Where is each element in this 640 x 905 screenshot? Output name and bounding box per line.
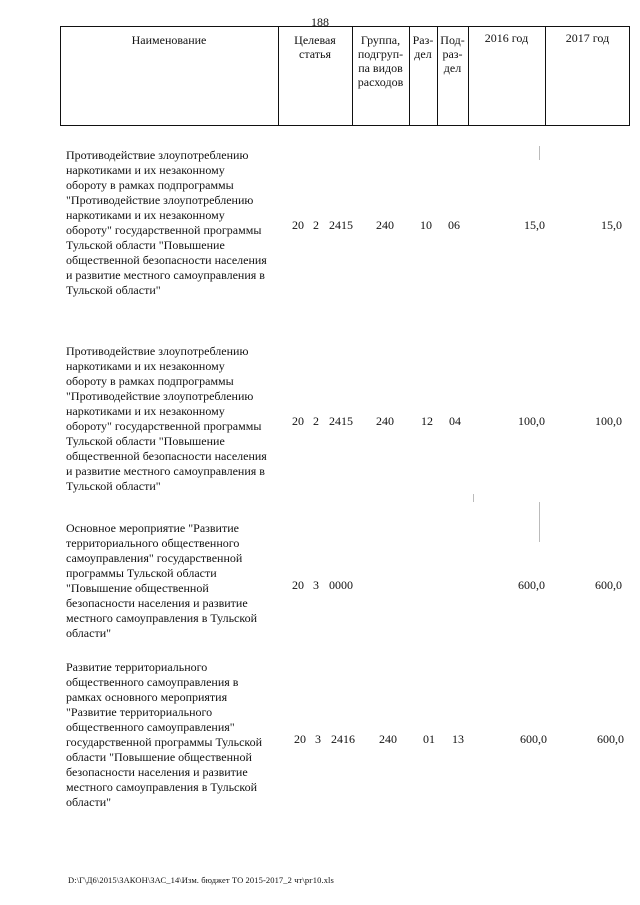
- header-section: Раз- дел: [412, 33, 434, 61]
- scan-speck: [539, 146, 540, 160]
- row-3-cs2: 3: [313, 578, 319, 592]
- row-1-value-2016: 15,0: [524, 218, 545, 232]
- row-4-subsection: 13: [452, 732, 464, 746]
- row-1-section: 10: [420, 218, 432, 232]
- row-1-subsection: 06: [448, 218, 460, 232]
- footer-file-path: D:\Г\Д6\2015\ЗАКОН\ЗАС_14\Изм. бюджет ТО 2015-2017_2 чт\рг10.xls: [68, 875, 334, 885]
- header-year-2017: 2017 год: [565, 31, 610, 45]
- page-number: 188: [311, 15, 329, 29]
- row-2-cs2: 2: [313, 414, 319, 428]
- row-1-group: 240: [376, 218, 394, 232]
- row-3-cs3: 0000: [329, 578, 353, 592]
- row-2-section: 12: [421, 414, 433, 428]
- row-3-name: Основное мероприятие "Развитие территориального общественного самоуправления" государственной программы Тульской области "Повышение общественной безопасности населения и развитие местного самоуправления в Тульской области": [66, 521, 258, 640]
- row-3-value-2017: 600,0: [595, 578, 622, 592]
- scan-speck: [539, 502, 540, 542]
- scan-speck: [473, 494, 474, 502]
- row-1-cs3: 2415: [329, 218, 353, 232]
- row-2-value-2017: 100,0: [595, 414, 622, 428]
- row-1-value-2017: 15,0: [601, 218, 622, 232]
- row-4-value-2017: 600,0: [597, 732, 624, 746]
- row-2-subsection: 04: [449, 414, 461, 428]
- header-expense-group: Группа, подгруп- па видов расходов: [357, 33, 404, 89]
- row-3-cs1: 20: [292, 578, 304, 592]
- row-2-cs1: 20: [292, 414, 304, 428]
- row-4-group: 240: [379, 732, 397, 746]
- row-1-cs2: 2: [313, 218, 319, 232]
- row-4-cs2: 3: [315, 732, 321, 746]
- row-4-name: Развитие территориального общественного самоуправления в рамках основного мероприятия "Развитие территориального общественного самоуправления" государственной программы Тульской области "Повышение общественной безопасности населения и развитие местного самоуправления в Тульской области": [66, 660, 263, 809]
- row-1-name: Противодействие злоупотреблению наркотиками и их незаконному обороту в рамках подпрограммы "Противодействие злоупотреблению наркотиками и их незаконному обороту" государственной программы Тульской области "Повышение общественной безопасности населения и развитие местного самоуправления в Тульской области": [66, 148, 267, 297]
- row-2-name: Противодействие злоупотреблению наркотиками и их незаконному обороту в рамках подпрограммы "Противодействие злоупотреблению наркотиками и их незаконному обороту" государственной программы Тульской области "Повышение общественной безопасности населения и развитие местного самоуправления в Тульской области": [66, 344, 267, 493]
- row-2-group: 240: [376, 414, 394, 428]
- header-year-2016: 2016 год: [484, 31, 529, 45]
- row-1-cs1: 20: [292, 218, 304, 232]
- row-2-value-2016: 100,0: [518, 414, 545, 428]
- row-4-section: 01: [423, 732, 435, 746]
- row-4-value-2016: 600,0: [520, 732, 547, 746]
- row-4-cs3: 2416: [331, 732, 355, 746]
- row-3-value-2016: 600,0: [518, 578, 545, 592]
- header-target-article: Целевая статья: [294, 33, 336, 61]
- row-2-cs3: 2415: [329, 414, 353, 428]
- header-name: Наименование: [131, 33, 207, 47]
- header-subsection: Под- раз- дел: [440, 33, 465, 75]
- row-4-cs1: 20: [294, 732, 306, 746]
